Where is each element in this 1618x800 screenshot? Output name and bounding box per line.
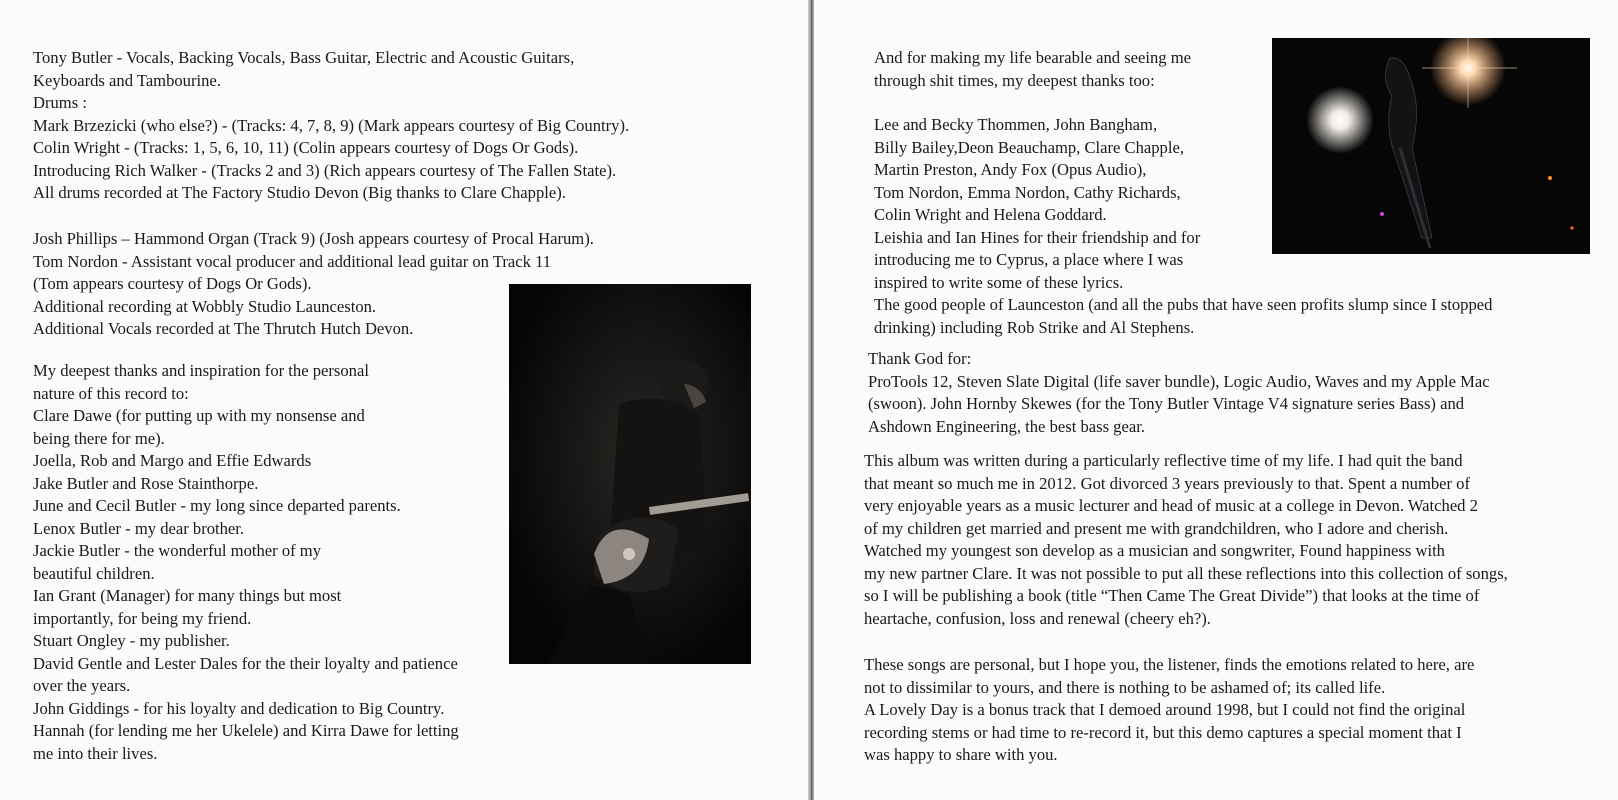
left-page bbox=[0, 0, 808, 800]
thanks-block bbox=[33, 360, 459, 765]
credits-block bbox=[33, 47, 629, 205]
credit-line: Tony Butler - Vocals, Backing Vocals, Bass Guitar, Electric and Acoustic Guitars, bbox=[33, 48, 575, 67]
album-note-line: that meant so much me in 2012. Got divorced 3 years previously to that. Spent a number of bbox=[864, 473, 1471, 493]
thanks-line: My deepest thanks and inspiration for the personal bbox=[33, 361, 369, 380]
thanks-line: beautiful children. bbox=[33, 563, 155, 583]
friends-line: Leishia and Ian Hines for their friendship and for bbox=[874, 227, 1201, 247]
friends-line: introducing me to Cyprus, a place where I was bbox=[874, 250, 1184, 269]
friends-line: Lee and Becky Thommen, John Bangham, bbox=[874, 115, 1158, 134]
closing-line: These songs are personal, but I hope you, the listener, finds the emotions related to here, are bbox=[864, 655, 1475, 674]
thanks-line: nature of this record to: bbox=[33, 383, 189, 403]
closing-line: recording stems or had time to re-record it, but this demo captures a special moment that I bbox=[864, 722, 1462, 742]
friends-line: The good people of Launceston (and all the pubs that have seen profits slump since I stopped bbox=[874, 295, 1493, 314]
thank-god-line: ProTools 12, Steven Slate Digital (life saver bundle), Logic Audio, Waves and my Apple Mac bbox=[868, 371, 1490, 391]
credit-line: All drums recorded at The Factory Studio Devon (Big thanks to Clare Chapple). bbox=[33, 183, 566, 202]
thanks-line: me into their lives. bbox=[33, 743, 158, 763]
album-note-line: heartache, confusion, loss and renewal (cheery eh?). bbox=[864, 608, 1211, 628]
credit-line: Keyboards and Tambourine. bbox=[33, 70, 221, 90]
thanks-line: June and Cecil Butler - my long since departed parents. bbox=[33, 496, 401, 515]
closing-line: A Lovely Day is a bonus track that I demoed around 1998, but I could not find the original bbox=[864, 700, 1466, 719]
album-note-line: Watched my youngest son develop as a musician and songwriter, Found happiness with bbox=[864, 541, 1445, 560]
thank-god-block bbox=[868, 348, 1490, 438]
intro-line: And for making my life bearable and seeing me bbox=[874, 48, 1192, 67]
credit-line: Josh Phillips – Hammond Organ (Track 9) (Josh appears courtesy of Procal Harum). bbox=[33, 229, 594, 248]
album-note-block bbox=[864, 450, 1508, 630]
friends-line: drinking) including Rob Strike and Al Stephens. bbox=[874, 317, 1195, 337]
thanks-line: Jackie Butler - the wonderful mother of my bbox=[33, 541, 322, 560]
credit-line: Additional recording at Wobbly Studio Launceston. bbox=[33, 296, 377, 316]
thanks-line: over the years. bbox=[33, 676, 131, 695]
thanks-line: David Gentle and Lester Dales for the their loyalty and patience bbox=[33, 653, 458, 673]
closing-block bbox=[864, 654, 1474, 767]
album-note-line: very enjoyable years as a music lecturer and head of music at a college in Devon. Watched 2 bbox=[864, 496, 1478, 515]
credit-line: Mark Brzezicki (who else?) - (Tracks: 4, 7, 8, 9) (Mark appears courtesy of Big Country). bbox=[33, 115, 630, 135]
thanks-line: Clare Dawe (for putting up with my nonsense and bbox=[33, 406, 365, 425]
album-note-line: of my children get married and present me with grandchildren, who I adore and cherish. bbox=[864, 518, 1449, 538]
stage-lights-photo bbox=[1272, 38, 1590, 254]
thank-god-line: Ashdown Engineering, the best bass gear. bbox=[868, 416, 1145, 436]
friends-line: Martin Preston, Andy Fox (Opus Audio), bbox=[874, 160, 1147, 179]
closing-line: not to dissimilar to yours, and there is nothing to be ashamed of; its called life. bbox=[864, 677, 1386, 697]
thanks-line: Stuart Ongley - my publisher. bbox=[33, 631, 230, 650]
guitarist-photo bbox=[509, 284, 751, 664]
friends-line: Colin Wright and Helena Goddard. bbox=[874, 205, 1107, 224]
album-note-line: so I will be publishing a book (title “Then Came The Great Divide”) that looks at the time of bbox=[864, 586, 1480, 605]
intro-block bbox=[874, 47, 1191, 92]
thanks-line: Hannah (for lending me her Ukelele) and Kirra Dawe for letting bbox=[33, 721, 459, 740]
credit-line: Tom Nordon - Assistant vocal producer and additional lead guitar on Track 11 bbox=[33, 251, 552, 271]
stage-lights-image bbox=[1272, 38, 1590, 254]
album-note-line: my new partner Clare. It was not possible to put all these reflections into this collection of songs, bbox=[864, 563, 1508, 583]
thanks-line: importantly, for being my friend. bbox=[33, 608, 252, 628]
thanks-line: Jake Butler and Rose Stainthorpe. bbox=[33, 473, 259, 493]
thanks-line: Lenox Butler - my dear brother. bbox=[33, 518, 245, 538]
closing-line: was happy to share with you. bbox=[864, 745, 1058, 764]
credit-line: Introducing Rich Walker - (Tracks 2 and 3) (Rich appears courtesy of The Fallen State). bbox=[33, 160, 617, 180]
intro-line: through shit times, my deepest thanks too: bbox=[874, 70, 1155, 90]
friends-line: inspired to write some of these lyrics. bbox=[874, 272, 1124, 292]
friends-line: Tom Nordon, Emma Nordon, Cathy Richards, bbox=[874, 182, 1181, 202]
thanks-line: Ian Grant (Manager) for many things but most bbox=[33, 586, 342, 605]
credit-line: (Tom appears courtesy of Dogs Or Gods). bbox=[33, 274, 312, 293]
credit-line: Colin Wright - (Tracks: 1, 5, 6, 10, 11) (Colin appears courtesy of Dogs Or Gods). bbox=[33, 138, 579, 157]
album-note-line: This album was written during a particularly reflective time of my life. I had quit the band bbox=[864, 451, 1463, 470]
thank-god-line: Thank God for: bbox=[868, 349, 972, 368]
friends-line: Billy Bailey,Deon Beauchamp, Clare Chapple, bbox=[874, 137, 1184, 157]
credit-line: Drums : bbox=[33, 93, 87, 112]
right-page bbox=[814, 0, 1618, 800]
thanks-line: John Giddings - for his loyalty and dedication to Big Country. bbox=[33, 698, 445, 718]
thanks-line: being there for me). bbox=[33, 428, 165, 448]
credit-line: Additional Vocals recorded at The Thrutch Hutch Devon. bbox=[33, 319, 414, 338]
thanks-line: Joella, Rob and Margo and Effie Edwards bbox=[33, 451, 312, 470]
guitarist-silhouette-image bbox=[509, 284, 751, 664]
thank-god-line: (swoon). John Hornby Skewes (for the Tony Butler Vintage V4 signature series Bass) and bbox=[868, 394, 1465, 413]
